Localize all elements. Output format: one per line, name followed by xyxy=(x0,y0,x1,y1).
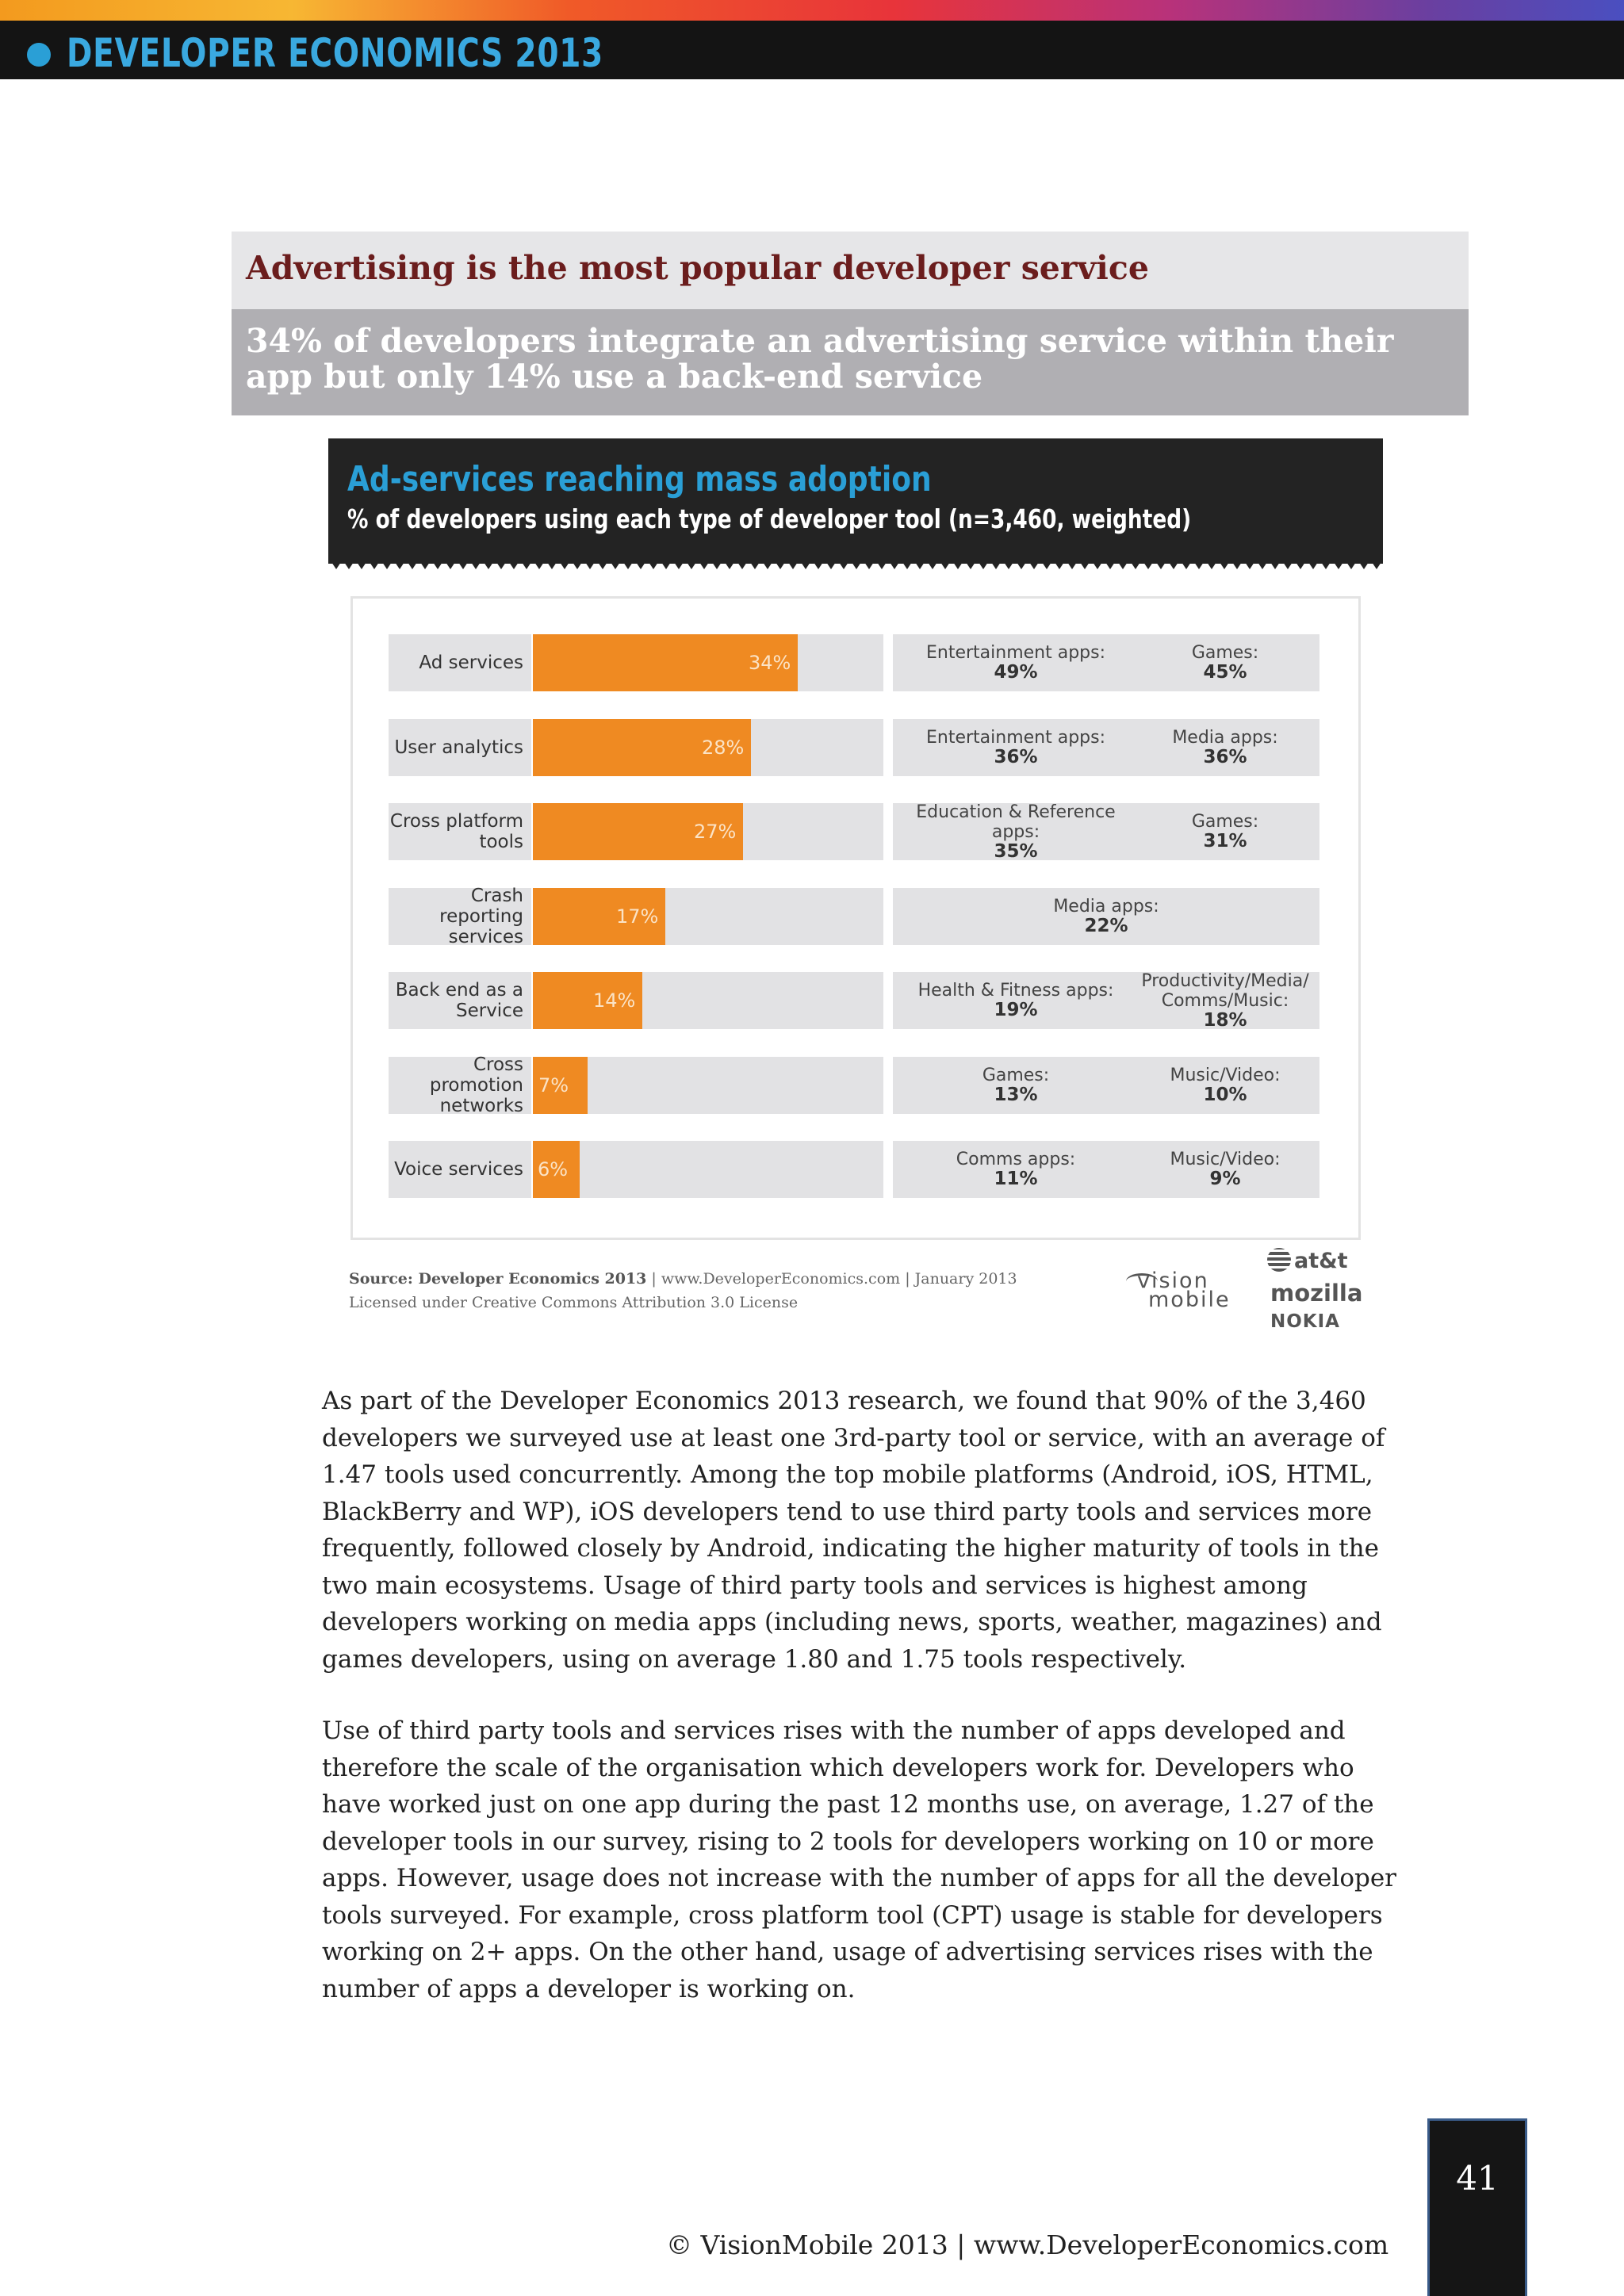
top-app-category xyxy=(893,1141,1139,1198)
top-app-category-name: Media apps: xyxy=(1053,897,1159,916)
visionmobile-logo xyxy=(1126,1269,1245,1313)
page-number: 41 xyxy=(1456,2159,1499,2198)
bar-category-label: Cross platform tools xyxy=(389,803,531,860)
top-app-category xyxy=(1131,803,1320,860)
section-heading-box xyxy=(232,232,1469,309)
bar-category-label: Back end as a Service xyxy=(389,972,531,1029)
top-app-category-percent: 36% xyxy=(994,747,1038,767)
top-app-category xyxy=(1131,719,1320,776)
top-app-category-name: Music/Video: xyxy=(1170,1150,1281,1169)
section-subheading: 34% of developers integrate an advertising service within their app but only 14% use a back-end service xyxy=(246,322,1394,396)
top-app-category xyxy=(1131,972,1320,1029)
infographic-subtitle: % of developers using each type of developer tool (n=3,460, weighted) xyxy=(347,503,1192,534)
body-paragraph-2: Use of third party tools and services rises with the number of apps developed and therefore the scale of the organisation which developers work for. Developers who have worked just on one app during the past 12 months use, on average, 1.27 of the developer tools in our survey, rising to 2 tools for developers working on 10 or more apps. However, usage does not increase with the number of apps for all the developer tools surveyed. For example, cross platform tool (CPT) usage is stable for developers working on 2+ apps. On the other hand, usage of advertising services rises with the number of apps a developer is working on. xyxy=(322,1716,1396,2003)
top-app-category-percent: 13% xyxy=(994,1085,1038,1105)
top-app-category xyxy=(1131,634,1320,691)
top-app-category-percent: 11% xyxy=(994,1169,1038,1189)
top-app-category-name: Entertainment apps: xyxy=(925,643,1106,663)
top-app-category-percent: 49% xyxy=(994,662,1038,683)
top-app-category-percent: 35% xyxy=(994,840,1038,862)
top-app-category-name: Education & Reference apps: xyxy=(916,802,1116,842)
top-app-category-name: Productivity/Media/ Comms/Music: xyxy=(1141,970,1309,1011)
bar-track xyxy=(533,1057,883,1114)
top-app-categories-box xyxy=(893,972,1320,1029)
top-app-category xyxy=(893,888,1320,945)
chart-source-label: Source: Developer Economics 2013 xyxy=(349,1270,647,1288)
top-app-category xyxy=(893,972,1139,1029)
bar-value-label: 27% xyxy=(694,821,737,843)
bar-track xyxy=(533,888,883,945)
top-app-category-name: Games: xyxy=(1191,643,1259,663)
bar-value-label: 34% xyxy=(749,652,791,674)
footer-copyright: © VisionMobile 2013 | www.DeveloperEconomics.com xyxy=(666,2229,1389,2260)
top-banner xyxy=(0,0,1624,79)
chart-source-rest: | www.DeveloperEconomics.com | January 2013 xyxy=(646,1270,1017,1288)
visionmobile-logo-line1: vision xyxy=(1137,1269,1209,1293)
top-app-category-percent: 18% xyxy=(1203,1009,1247,1031)
top-app-category-percent: 31% xyxy=(1203,831,1247,851)
top-app-category-percent: 9% xyxy=(1209,1169,1241,1189)
section-heading: Advertising is the most popular developer service xyxy=(246,249,1149,287)
bar-category-label: Cross promotion networks xyxy=(389,1057,531,1114)
top-app-categories-box xyxy=(893,1057,1320,1114)
top-app-category xyxy=(1131,1057,1320,1114)
bar-category-label: User analytics xyxy=(389,719,531,776)
top-app-category xyxy=(893,719,1139,776)
bar-value-label: 28% xyxy=(702,737,745,759)
top-app-category xyxy=(893,803,1139,860)
banner-color-stripe xyxy=(0,0,1624,21)
infographic-header xyxy=(328,438,1383,564)
top-app-category xyxy=(893,634,1139,691)
top-app-category xyxy=(1131,1141,1320,1198)
infographic-zigzag-edge xyxy=(328,555,1383,571)
visionmobile-logo-line2: mobile xyxy=(1148,1288,1231,1312)
bar-value-label: 6% xyxy=(538,1158,569,1181)
att-logo xyxy=(1267,1248,1348,1273)
att-globe-icon xyxy=(1267,1248,1291,1272)
bar-track xyxy=(533,634,883,691)
mozilla-logo: mozilla xyxy=(1270,1280,1363,1307)
body-paragraph-1: As part of the Developer Economics 2013 research, we found that 90% of the 3,460 developers we surveyed use at least one 3rd-party tool or service, with an average of 1.47 tools used concurrently. Among the top mobile platforms (Android, iOS, HTML, BlackBerry and WP), iOS developers tend to use third party tools and services more frequently, followed closely by Android, indicating the higher maturity of tools in the two main ecosystems. Usage of third party tools and services is highest among developers working on media apps (including news, sports, weather, magazines) and games developers, using on average 1.80 and 1.75 tools respectively. xyxy=(322,1387,1385,1674)
top-app-categories-box xyxy=(893,888,1320,945)
bar-value-label: 17% xyxy=(616,905,659,928)
top-app-category-name: Health & Fitness apps: xyxy=(917,981,1114,1001)
top-app-category-percent: 10% xyxy=(1203,1085,1247,1105)
bar-value-label: 14% xyxy=(593,989,636,1012)
top-app-categories-box xyxy=(893,1141,1320,1198)
infographic-title: Ad-services reaching mass adoption xyxy=(347,459,932,499)
top-app-category-name: Media apps: xyxy=(1172,728,1278,748)
top-app-category xyxy=(893,1057,1139,1114)
banner-title: DEVELOPER ECONOMICS 2013 xyxy=(67,30,604,76)
bar-category-label: Ad services xyxy=(389,634,531,691)
bar-category-label: Crash reporting services xyxy=(389,888,531,945)
bar-category-label: Voice services xyxy=(389,1141,531,1198)
top-app-category-name: Comms apps: xyxy=(956,1150,1076,1169)
page-number-box xyxy=(1427,2118,1527,2296)
top-app-category-name: Games: xyxy=(1191,812,1259,832)
top-app-category-name: Entertainment apps: xyxy=(925,728,1106,748)
bar-value-label: 7% xyxy=(538,1074,569,1096)
bar-track xyxy=(533,1141,883,1198)
top-app-category-name: Music/Video: xyxy=(1170,1066,1281,1085)
top-app-categories-box xyxy=(893,634,1320,691)
top-app-categories-box xyxy=(893,803,1320,860)
chart-license: Licensed under Creative Commons Attribution 3.0 License xyxy=(349,1294,799,1311)
banner-dot-icon xyxy=(27,43,51,67)
section-subheading-box xyxy=(232,309,1469,415)
top-app-category-percent: 36% xyxy=(1203,747,1247,767)
nokia-logo: NOKIA xyxy=(1270,1311,1340,1332)
bar-track xyxy=(533,972,883,1029)
top-app-category-name: Games: xyxy=(982,1066,1050,1085)
top-app-category-percent: 45% xyxy=(1203,662,1247,683)
chart-source xyxy=(349,1270,1017,1288)
top-app-category-percent: 22% xyxy=(1084,916,1128,936)
bar-track xyxy=(533,719,883,776)
att-logo-text: at&t xyxy=(1294,1249,1348,1273)
bar-track xyxy=(533,803,883,860)
top-app-categories-box xyxy=(893,719,1320,776)
top-app-category-percent: 19% xyxy=(994,1000,1038,1020)
